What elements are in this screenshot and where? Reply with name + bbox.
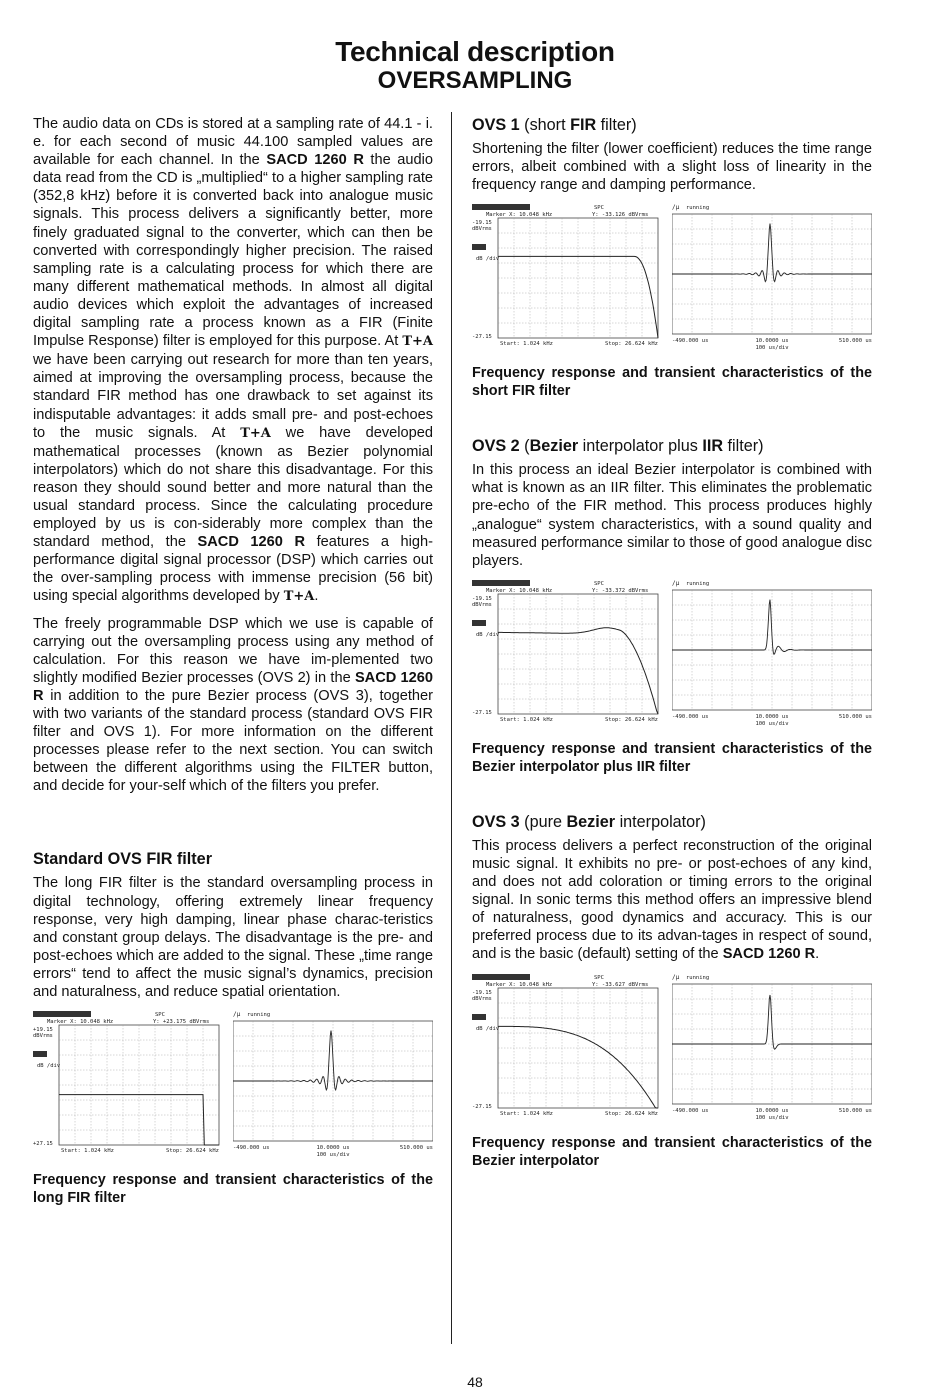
y-axis-scale-label: dB /div <box>476 631 500 638</box>
section-heading-ovs2: OVS 2 (Bezier interpolator plus IIR filter) <box>472 437 764 456</box>
time-axis-center-label: 10.0000 us <box>755 1107 789 1114</box>
marker-readout: Marker X: 10.048 kHz <box>47 1019 114 1026</box>
y-axis-top-label: -19.15 <box>472 595 492 602</box>
y-axis-unit-label: dBVrms <box>472 995 492 1002</box>
page-number: 48 <box>467 1374 483 1390</box>
plot-header-bar <box>33 1011 91 1017</box>
graph-pair <box>33 1009 433 1159</box>
waveform-icon: /μ <box>233 1011 241 1019</box>
time-axis-right-label: 510.000 us <box>838 1107 872 1114</box>
frequency-response-curve <box>498 628 658 714</box>
intro-paragraph-1 <box>33 115 433 607</box>
time-axis-scale-label: 100 us/div <box>755 345 789 352</box>
waveform-icon: /μ <box>672 204 680 212</box>
time-axis-center-label: 10.0000 us <box>316 1145 350 1152</box>
y-axis-bottom-label: -27.15 <box>472 1103 492 1110</box>
figure-caption-ovs2: Frequency response and transient characteristics of the Bezier interpolator plus IIR filter <box>472 740 872 775</box>
marker-value-readout: Y: -33.126 dBVrms <box>592 212 649 219</box>
plot-header-bar <box>472 204 530 210</box>
marker-readout: Marker X: 10.048 kHz <box>486 587 553 594</box>
x-axis-start-label: Start: 1.024 kHz <box>500 1110 553 1117</box>
section-body-ovs3: This process delivers a perfect reconstruction of the original music signal. It exhibits no pre- or post-echoes of any kind, and does not add coloration or timing errors to the original signal. In sonic terms this method offers an impressive blend of naturalness, good dynamics and accuracy. This is our preferred process due to its advan-tages in respect of sound, and is the basic (default) setting of the SACD 1260 R. <box>472 837 872 963</box>
plot-mode-label: SPC <box>594 205 604 212</box>
text-run: . <box>314 588 319 605</box>
text-run: The audio data on CDs is stored at a sampling rate of 44.1 - i. e. for each second of music 44.100 sampled values are available for each channel. In the <box>33 116 433 169</box>
plot-header-bar <box>472 580 530 586</box>
text-run: we have developed mathematical processes (known as Bezier polynomial interpolators) which do not share this disadvantage. For this reason they should sound better and more natural than the usual standard process. Since the calculating procedure employed by us is con-siderably more complex than the standard method, the <box>33 424 433 551</box>
impulse-response-plot <box>233 1009 433 1159</box>
section-body-standard: The long FIR filter is the standard oversampling process in digital technology, offering extremely linear frequency response, very high damping, linear phase charac-teristics and constant group delays. The disadvantage is the pre- and post-echoes which are added to the signal. These „time range errors“ tend to affect the music signal’s dynamics, precision and naturalness, and reduce spatial orientation. <box>33 875 433 1001</box>
page-title: Technical description <box>335 36 615 67</box>
acquisition-status: running <box>686 205 710 212</box>
impulse-response-plot <box>672 972 872 1122</box>
section-heading-ovs1: OVS 1 (short FIR filter) <box>472 116 637 134</box>
time-axis-left-label: -490.000 us <box>672 338 709 345</box>
x-axis-stop-label: Stop: 26.624 kHz <box>166 1148 219 1155</box>
text-run: the audio data read from the CD is „multiplied“ to a higher sampling rate (352,8 kHz) before it is converted back into analogue music signals. This process delivers a significantly better, more finely graduated signal to the converter, which can then be converted with correspondingly higher precision. The raised sampling rate is a calculating process for which there are many different mathematical methods. In almost all digital audio devices which exploit the advantages of increased digital sampling rate a process known as a FIR (Finite Impulse Response) filter is employed for this purpose. At <box>33 152 433 350</box>
marker-value-readout: Y: +23.175 dBVrms <box>153 1019 210 1026</box>
brand-logo-text: T+A <box>240 425 271 441</box>
y-axis-top-label: +19.15 <box>33 1027 53 1034</box>
y-axis-scale-label: dB /div <box>37 1063 61 1070</box>
product-name: SACD 1260 R <box>33 669 434 704</box>
section-body-ovs1: Shortening the filter (lower coefficient) reduces the time range errors, albeit combined with a slight loss of linearity in the frequency range and damping performance. <box>472 141 872 194</box>
marker-value-readout: Y: -33.372 dBVrms <box>592 587 649 594</box>
graph-pair <box>472 972 872 1122</box>
y-axis-unit-label: dBVrms <box>472 601 492 608</box>
time-axis-scale-label: 100 us/div <box>755 720 789 727</box>
time-axis-scale-label: 100 us/div <box>755 1114 789 1121</box>
product-name: SACD 1260 R <box>197 534 306 551</box>
time-axis-left-label: -490.000 us <box>672 713 709 720</box>
time-axis-right-label: 510.000 us <box>838 338 872 345</box>
brand-logo-text: T+A <box>283 589 315 605</box>
time-axis-center-label: 10.0000 us <box>755 713 789 720</box>
frequency-response-plot <box>33 1009 231 1159</box>
time-axis-right-label: 510.000 us <box>399 1145 433 1152</box>
x-axis-start-label: Start: 1.024 kHz <box>500 341 553 348</box>
page-subtitle: OVERSAMPLING <box>377 67 573 94</box>
plot-header-bar <box>472 974 530 980</box>
section-heading-standard: Standard OVS FIR filter <box>33 850 212 869</box>
y-axis-top-label: -19.15 <box>472 220 492 227</box>
intro-paragraph-2 <box>33 615 433 796</box>
plot-scale-bar <box>472 1014 486 1020</box>
y-axis-unit-label: dBVrms <box>472 226 492 233</box>
figure-caption-ovs3: Frequency response and transient characteristics of the Bezier interpolator <box>472 1134 872 1169</box>
section-body-ovs2: In this process an ideal Bezier interpolator is combined with what is known as an IIR filter. This eliminates the problematic pre-echo of the FIR method. This process produces highly „analogue“ system characteristics, with a sound quality and measured performance similar to those of good analogue disc players. <box>472 462 872 569</box>
y-axis-bottom-label: +27.15 <box>33 1141 53 1148</box>
y-axis-bottom-label: -27.15 <box>472 334 492 341</box>
text-run: The freely programmable DSP which we use is capable of carrying out the oversampling process using any method of calculation. For this reason we have im-plemented two slightly modified Bezier processes (OVS 2) in the <box>33 615 433 686</box>
product-name: SACD 1260 R <box>266 152 364 169</box>
frequency-response-plot <box>472 578 670 728</box>
text-run: features a high-performance digital signal processor (DSP) which carries out the over-sampling process with immense precision (56 bit) using special algorithms developed by <box>33 534 434 605</box>
graph-pair <box>472 578 872 728</box>
x-axis-start-label: Start: 1.024 kHz <box>61 1148 114 1155</box>
impulse-response-plot <box>672 578 872 728</box>
plot-scale-bar <box>472 244 486 250</box>
x-axis-start-label: Start: 1.024 kHz <box>500 716 553 723</box>
text-run: we have been carrying out research for more than ten years, aimed at improving the oversampling process, because the standard FIR method has one drawback to set against its indisputable advantages: it adds small pre- and post-echoes to the music signals. At <box>33 352 433 441</box>
right-column <box>472 115 872 1170</box>
column-divider <box>451 112 452 1344</box>
text-run: in addition to the pure Bezier process (OVS 3), together with two variants of the standard process (standard OVS FIR filter and OVS 1). For more information on the different processes please refer to the next section. You can switch between the different algorithms using the FILTER button, and decide for your-self which of the filters you prefer. <box>33 687 433 795</box>
y-axis-scale-label: dB /div <box>476 1025 500 1032</box>
product-name: SACD 1260 R <box>722 946 816 963</box>
plot-scale-bar <box>472 620 486 626</box>
frequency-response-plot <box>472 972 670 1122</box>
plot-mode-label: SPC <box>594 580 604 587</box>
impulse-response-plot <box>672 202 872 352</box>
x-axis-stop-label: Stop: 26.624 kHz <box>605 1110 658 1117</box>
marker-value-readout: Y: -33.627 dBVrms <box>592 981 649 988</box>
plot-scale-bar <box>33 1051 47 1057</box>
acquisition-status: running <box>247 1012 271 1019</box>
frequency-response-plot <box>472 202 670 352</box>
y-axis-bottom-label: -27.15 <box>472 709 492 716</box>
marker-readout: Marker X: 10.048 kHz <box>486 981 553 988</box>
x-axis-stop-label: Stop: 26.624 kHz <box>605 341 658 348</box>
figure-caption-ovs1: Frequency response and transient characteristics of the short FIR filter <box>472 365 872 400</box>
waveform-icon: /μ <box>672 973 680 981</box>
plot-mode-label: SPC <box>594 974 604 981</box>
y-axis-top-label: -19.15 <box>472 989 492 996</box>
time-axis-scale-label: 100 us/div <box>316 1152 350 1159</box>
acquisition-status: running <box>686 974 710 981</box>
x-axis-stop-label: Stop: 26.624 kHz <box>605 716 658 723</box>
y-axis-scale-label: dB /div <box>476 256 500 263</box>
time-axis-left-label: -490.000 us <box>672 1107 709 1114</box>
left-column <box>33 115 433 1207</box>
figure-caption-standard: Frequency response and transient characteristics of the long FIR filter <box>33 1172 433 1207</box>
acquisition-status: running <box>686 580 710 587</box>
time-axis-right-label: 510.000 us <box>838 713 872 720</box>
plot-mode-label: SPC <box>155 1012 165 1019</box>
brand-logo-text: T+A <box>402 334 433 350</box>
graph-pair <box>472 202 872 352</box>
time-axis-left-label: -490.000 us <box>233 1145 270 1152</box>
marker-readout: Marker X: 10.048 kHz <box>486 212 553 219</box>
time-axis-center-label: 10.0000 us <box>755 338 789 345</box>
y-axis-unit-label: dBVrms <box>33 1033 53 1040</box>
section-heading-ovs3: OVS 3 (pure Bezier interpolator) <box>472 812 706 831</box>
waveform-icon: /μ <box>672 579 680 587</box>
